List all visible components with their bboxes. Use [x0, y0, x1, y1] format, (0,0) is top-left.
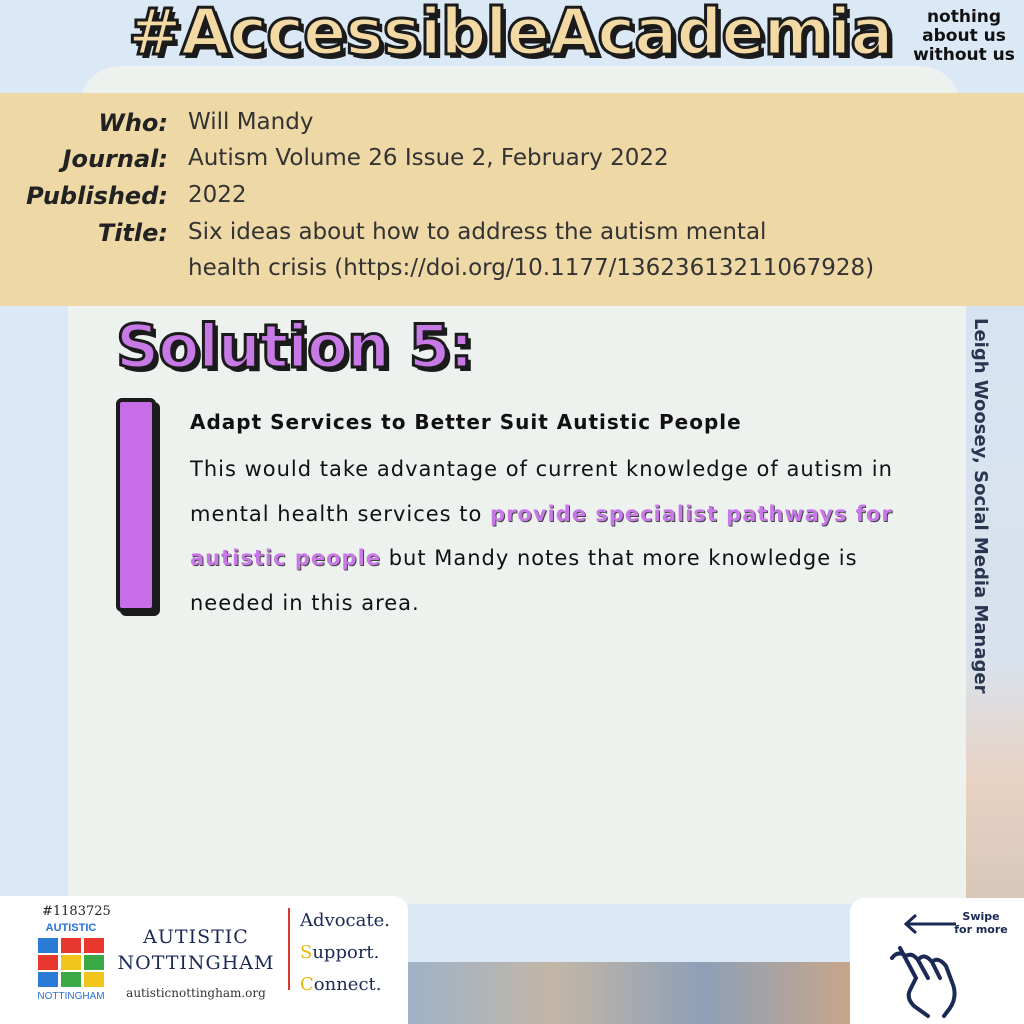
title-value-line1: Six ideas about how to address the autism mental	[188, 219, 767, 245]
motto-rest: dvocate.	[313, 910, 390, 931]
title-label: Title:	[97, 219, 168, 247]
motto-rest: onnect.	[313, 974, 382, 995]
tagline-line: without us	[913, 45, 1015, 65]
author-credit: Leigh Woosey, Social Media Manager	[970, 318, 991, 694]
hand-swipe-icon	[888, 938, 978, 1018]
solution-subtitle: Adapt Services to Better Suit Autistic People	[190, 410, 742, 434]
motto-line	[300, 937, 390, 969]
title-value-line2: health crisis (https://doi.org/10.1177/13623613211067928)	[188, 255, 875, 281]
tagline	[906, 8, 1022, 65]
motto-line	[300, 905, 390, 937]
journal-label: Journal:	[62, 145, 168, 173]
published-label: Published:	[26, 182, 168, 210]
body-text: but Mandy notes that more knowledge is needed in this area.	[190, 546, 858, 615]
body-text: This would take advantage of current knowledge of autism in mental health services to	[190, 457, 893, 526]
swipe-line: for more	[954, 923, 1008, 936]
who-label: Who:	[98, 109, 168, 137]
motto-line	[300, 969, 390, 1001]
solution-heading: Solution 5:	[116, 312, 473, 382]
tagline-line: nothing	[926, 7, 1002, 27]
who-value: Will Mandy	[188, 109, 314, 135]
swipe-label	[946, 910, 1016, 936]
motto-rest: upport.	[312, 942, 380, 963]
logo-word-top: AUTISTIC	[45, 922, 97, 934]
org-name	[112, 924, 280, 976]
logo-word-bottom: NOTTINGHAM	[37, 991, 105, 1002]
paper-info-band	[0, 93, 1024, 306]
solution-body	[190, 447, 910, 625]
logo-grid-icon	[38, 938, 104, 988]
org-url: autisticnottingham.org	[126, 986, 266, 1000]
swipe-line: Swipe	[962, 910, 1000, 923]
logo-divider	[288, 908, 290, 990]
tagline-line: about us	[922, 26, 1006, 46]
motto-initial: C	[300, 974, 314, 995]
org-name-line: AUTISTIC	[143, 926, 249, 948]
photo-strip-bottom	[408, 962, 850, 1024]
charity-number: #1183725	[42, 904, 111, 919]
motto-initial: A	[300, 910, 313, 931]
accent-bar	[116, 398, 156, 612]
org-motto	[300, 905, 390, 1001]
hashtag-title: #AccessibleAcademia	[128, 0, 893, 70]
org-name-line: NOTTINGHAM	[117, 952, 275, 974]
motto-initial: S	[300, 942, 313, 963]
header-banner	[0, 0, 1024, 92]
journal-value: Autism Volume 26 Issue 2, February 2022	[188, 145, 669, 171]
published-value: 2022	[188, 182, 247, 208]
body-highlight: provide specialist pathways for autistic people	[190, 501, 893, 570]
